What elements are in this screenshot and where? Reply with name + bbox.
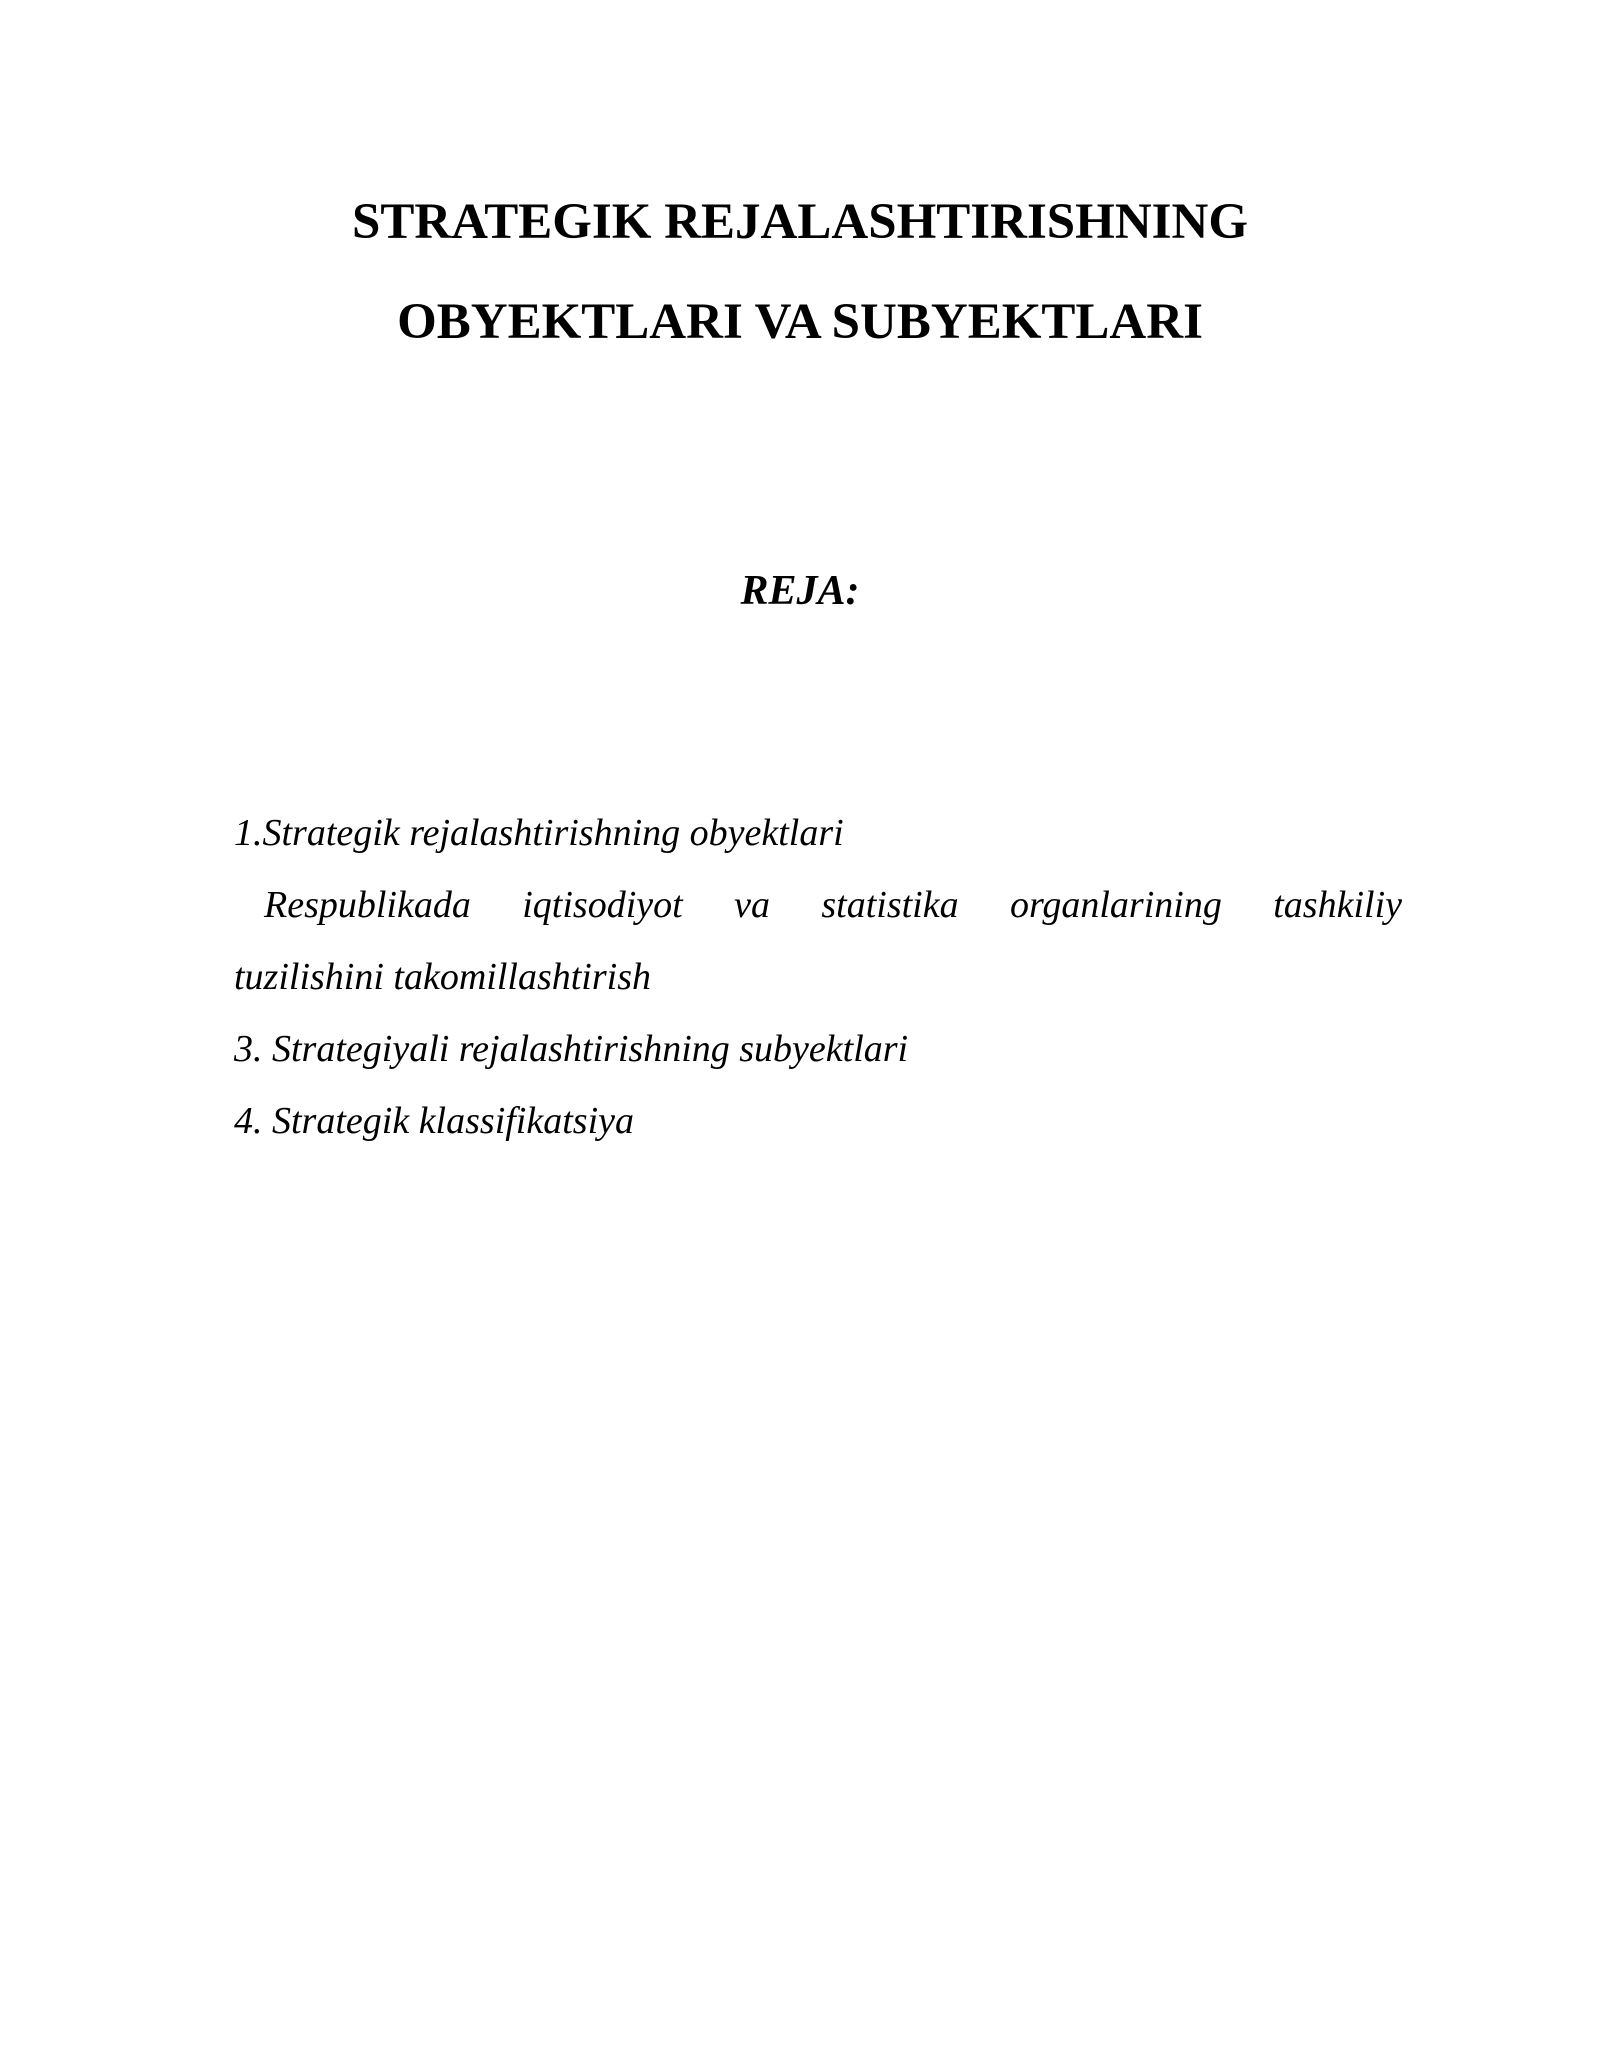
document-title-line-2: OBYEKTLARI VA SUBYEKTLARI — [397, 294, 1203, 350]
plan-item-1: 1.Strategik rejalashtirishning obyektlari — [234, 812, 844, 854]
document-title-line-1: STRATEGIK REJALASHTIRISHNING — [351, 194, 1249, 250]
plan-list — [234, 797, 1402, 1157]
plan-item-2-line-2: tuzilishini takomillashtirish — [234, 956, 651, 998]
plan-item-2-line-1: Respublikada iqtisodiyot va statistika organlarining tashkiliy — [264, 884, 1402, 926]
plan-item-3: 3. Strategiyali rejalashtirishning subyektlari — [234, 1028, 909, 1070]
plan-heading: REJA: — [740, 568, 860, 614]
plan-item-4: 4. Strategik klassifikatsiya — [234, 1100, 635, 1142]
